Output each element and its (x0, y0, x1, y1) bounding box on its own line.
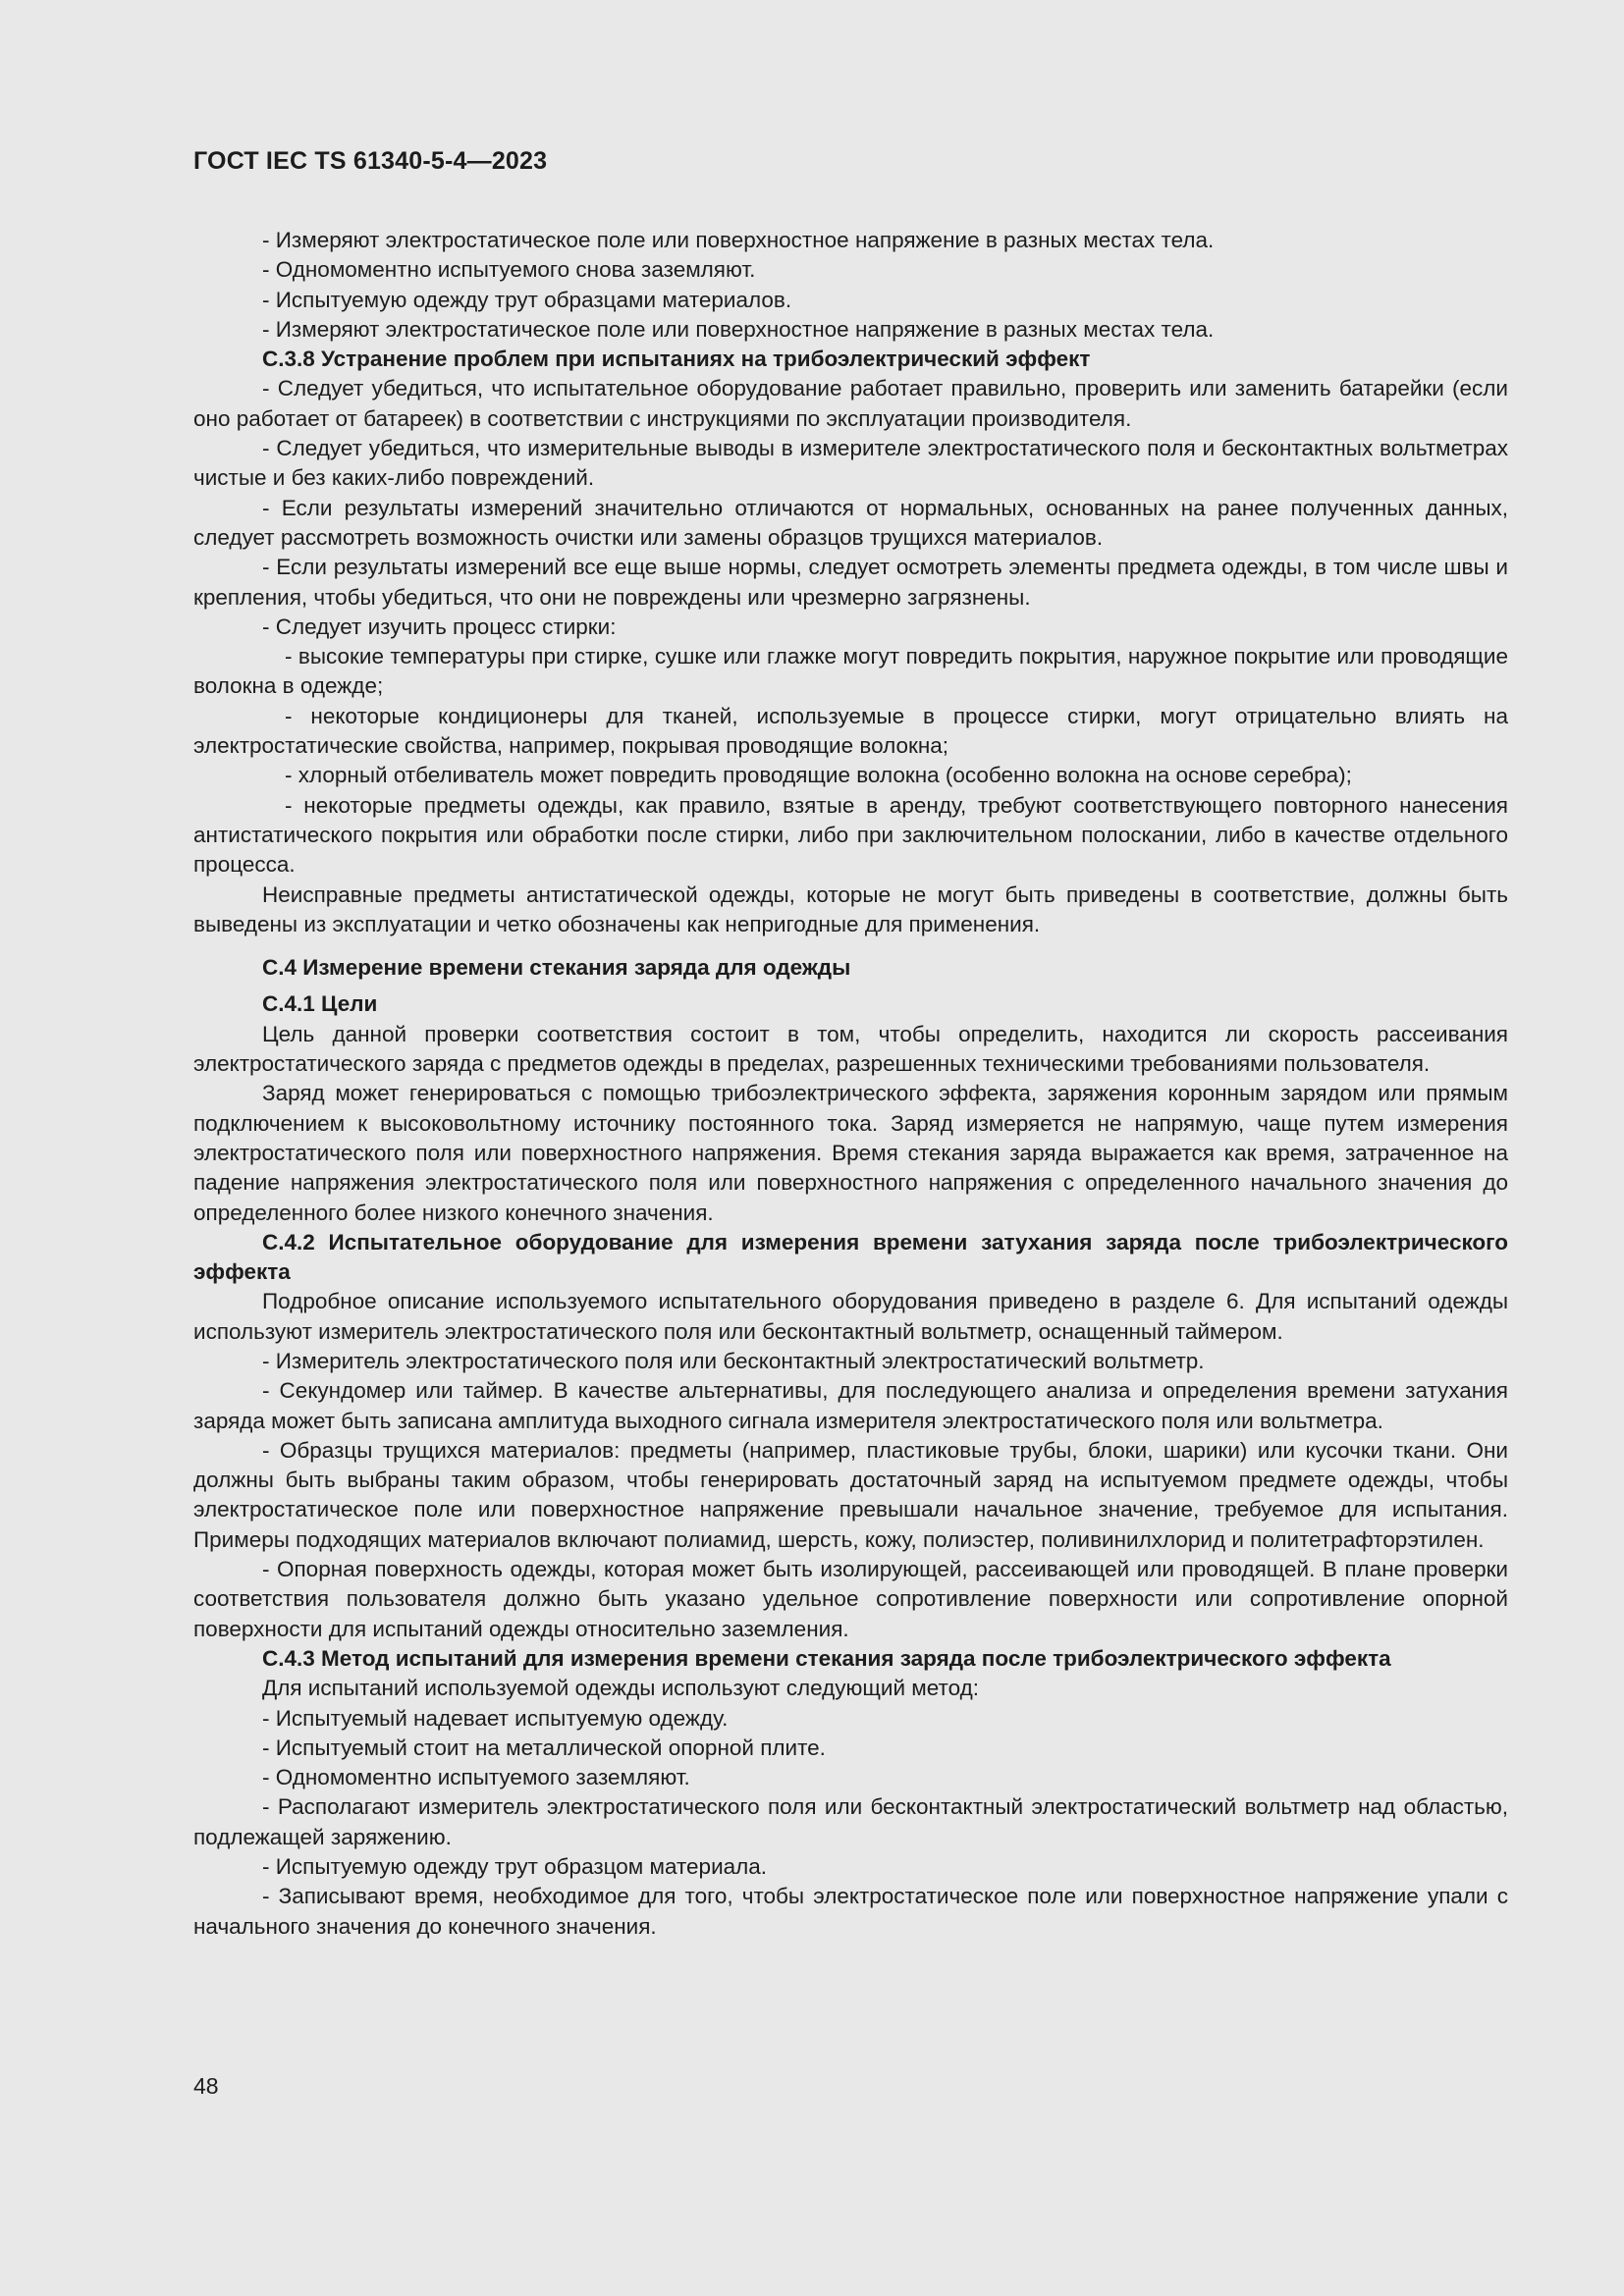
list-item: - Следует убедиться, что испытательное оборудование работает правильно, проверить или заменить батарейки (если оно работает от батареек) в соответствии с инструкциями по эксплуатации производителя. (193, 376, 1508, 431)
list-item: - Измеряют электростатическое поле или поверхностное напряжение в разных местах тела. (262, 228, 1215, 252)
list-item: - Располагают измеритель электростатического поля или бесконтактный электростатический вольтметр над областью, подлежащей заряжению. (193, 1794, 1508, 1849)
list-item: - Испытуемый надевает испытуемую одежду. (262, 1705, 729, 1731)
section-heading-c-4-1: С.4.1 Цели (262, 991, 378, 1017)
list-item: - Следует убедиться, что измерительные выводы в измерителе электростатического поля и бесконтактных вольтметрах чистые и без каких-либо повреждений. (193, 436, 1508, 491)
section-heading-c-4-3: С.4.3 Метод испытаний для измерения времени стекания заряда после трибоэлектрического эффекта (262, 1645, 1391, 1671)
list-item: - Образцы трущихся материалов: предметы (например, пластиковые трубы, блоки, шарики) или кусочки ткани. Они должны быть выбраны таким образом, чтобы генерировать достаточный заряд на испытуемом предмете одежды, чтобы электростатическое поле или поверхностное напряжение превышали начальное значение, требуемое для испытания. Примеры подходящих материалов включают полиамид, шерсть, кожу, полиэстер, поливинилхлорид и политетрафторэтилен. (193, 1437, 1508, 1552)
paragraph: Заряд может генерироваться с помощью трибоэлектрического эффекта, заряжения коронным зарядом или прямым подключением к высоковольтному источнику постоянного тока. Заряд измеряется не напрямую, чаще путем измерения электростатического поля или поверхностного напряжения. Время стекания заряда выражается как время, затраченное на падение напряжения электростатического поля или поверхностного напряжения с определенного начального значения до определенного более низкого конечного значения. (193, 1081, 1508, 1225)
list-item: - Испытуемый стоит на металлической опорной плите. (262, 1735, 826, 1760)
list-item: - Опорная поверхность одежды, которая может быть изолирующей, рассеивающей или проводящей. В плане проверки соответствия пользователя должно быть указано удельное сопротивление поверхности или сопротивление опорной поверхности для испытаний одежды относительно заземления. (193, 1557, 1508, 1641)
list-item: - Записывают время, необходимое для того, чтобы электростатическое поле или поверхностное напряжение упали с начального значения до конечного значения. (193, 1884, 1508, 1939)
list-item: - Измеряют электростатическое поле или поверхностное напряжение в разных местах тела. (262, 316, 1215, 342)
sub-list-item: - некоторые предметы одежды, как правило, взятые в аренду, требуют соответствующего повторного нанесения антистатического покрытия или обработки после стирки, либо при заключительном полоскании, либо в качестве отдельного процесса. (193, 792, 1508, 878)
list-item: - Если результаты измерений все еще выше нормы, следует осмотреть элементы предмета одежды, в том числе швы и крепления, чтобы убедиться, что они не повреждены или чрезмерно загрязнены. (193, 555, 1508, 610)
list-item: - Секундомер или таймер. В качестве альтернативы, для последующего анализа и определения времени затухания заряда может быть записана амплитуда выходного сигнала измерителя электростатического поля или вольтметра. (193, 1378, 1508, 1433)
list-item: - Испытуемую одежду трут образцом материала. (262, 1854, 768, 1880)
list-item: - Одномоментно испытуемого снова заземляют. (262, 257, 756, 283)
list-item: - Одномоментно испытуемого заземляют. (262, 1765, 690, 1790)
section-heading-c-4-2: С.4.2 Испытательное оборудование для измерения времени затухания заряда после трибоэлектрического эффекта (193, 1229, 1508, 1285)
document-header: ГОСТ IEC TS 61340-5-4—2023 (193, 147, 548, 175)
paragraph: Для испытаний используемой одежды используют следующий метод: (262, 1676, 979, 1701)
paragraph: Цель данной проверки соответствия состоит в том, чтобы определить, находится ли скорость рассеивания электростатического заряда с предметов одежды в пределах, разрешенных техническими требованиями пользователя. (193, 1021, 1508, 1077)
list-item: - Если результаты измерений значительно отличаются от нормальных, основанных на ранее полученных данных, следует рассмотреть возможность очистки или замены образцов трущихся материалов. (193, 495, 1508, 550)
list-item: - Испытуемую одежду трут образцами материалов. (262, 287, 792, 312)
list-item: - Следует изучить процесс стирки: (262, 614, 617, 639)
list-item: - Измеритель электростатического поля или бесконтактный электростатический вольтметр. (262, 1348, 1205, 1373)
paragraph: Подробное описание используемого испытательного оборудования приведено в разделе 6. Для испытаний одежды используют измеритель электростатического поля или бесконтактный вольтметр, оснащенный таймером. (193, 1289, 1508, 1344)
sub-list-item: - хлорный отбеливатель может повредить проводящие волокна (особенно волокна на основе серебра); (285, 763, 1352, 788)
sub-list-item: - некоторые кондиционеры для тканей, используемые в процессе стирки, могут отрицательно влиять на электростатические свойства, например, покрывая проводящие волокна; (193, 703, 1508, 759)
document-body (193, 226, 1508, 1942)
page-number: 48 (193, 2073, 219, 2099)
paragraph: Неисправные предметы антистатической одежды, которые не могут быть приведены в соответствие, должны быть выведены из эксплуатации и четко обозначены как непригодные для применения. (193, 881, 1508, 936)
section-heading-c-3-8: С.3.8 Устранение проблем при испытаниях на трибоэлектрический эффект (262, 347, 1091, 372)
section-heading-c-4: С.4 Измерение времени стекания заряда для одежды (262, 955, 851, 981)
sub-list-item: - высокие температуры при стирке, сушке или глажке могут повредить покрытия, наружное покрытие или проводящие волокна в одежде; (193, 644, 1508, 699)
